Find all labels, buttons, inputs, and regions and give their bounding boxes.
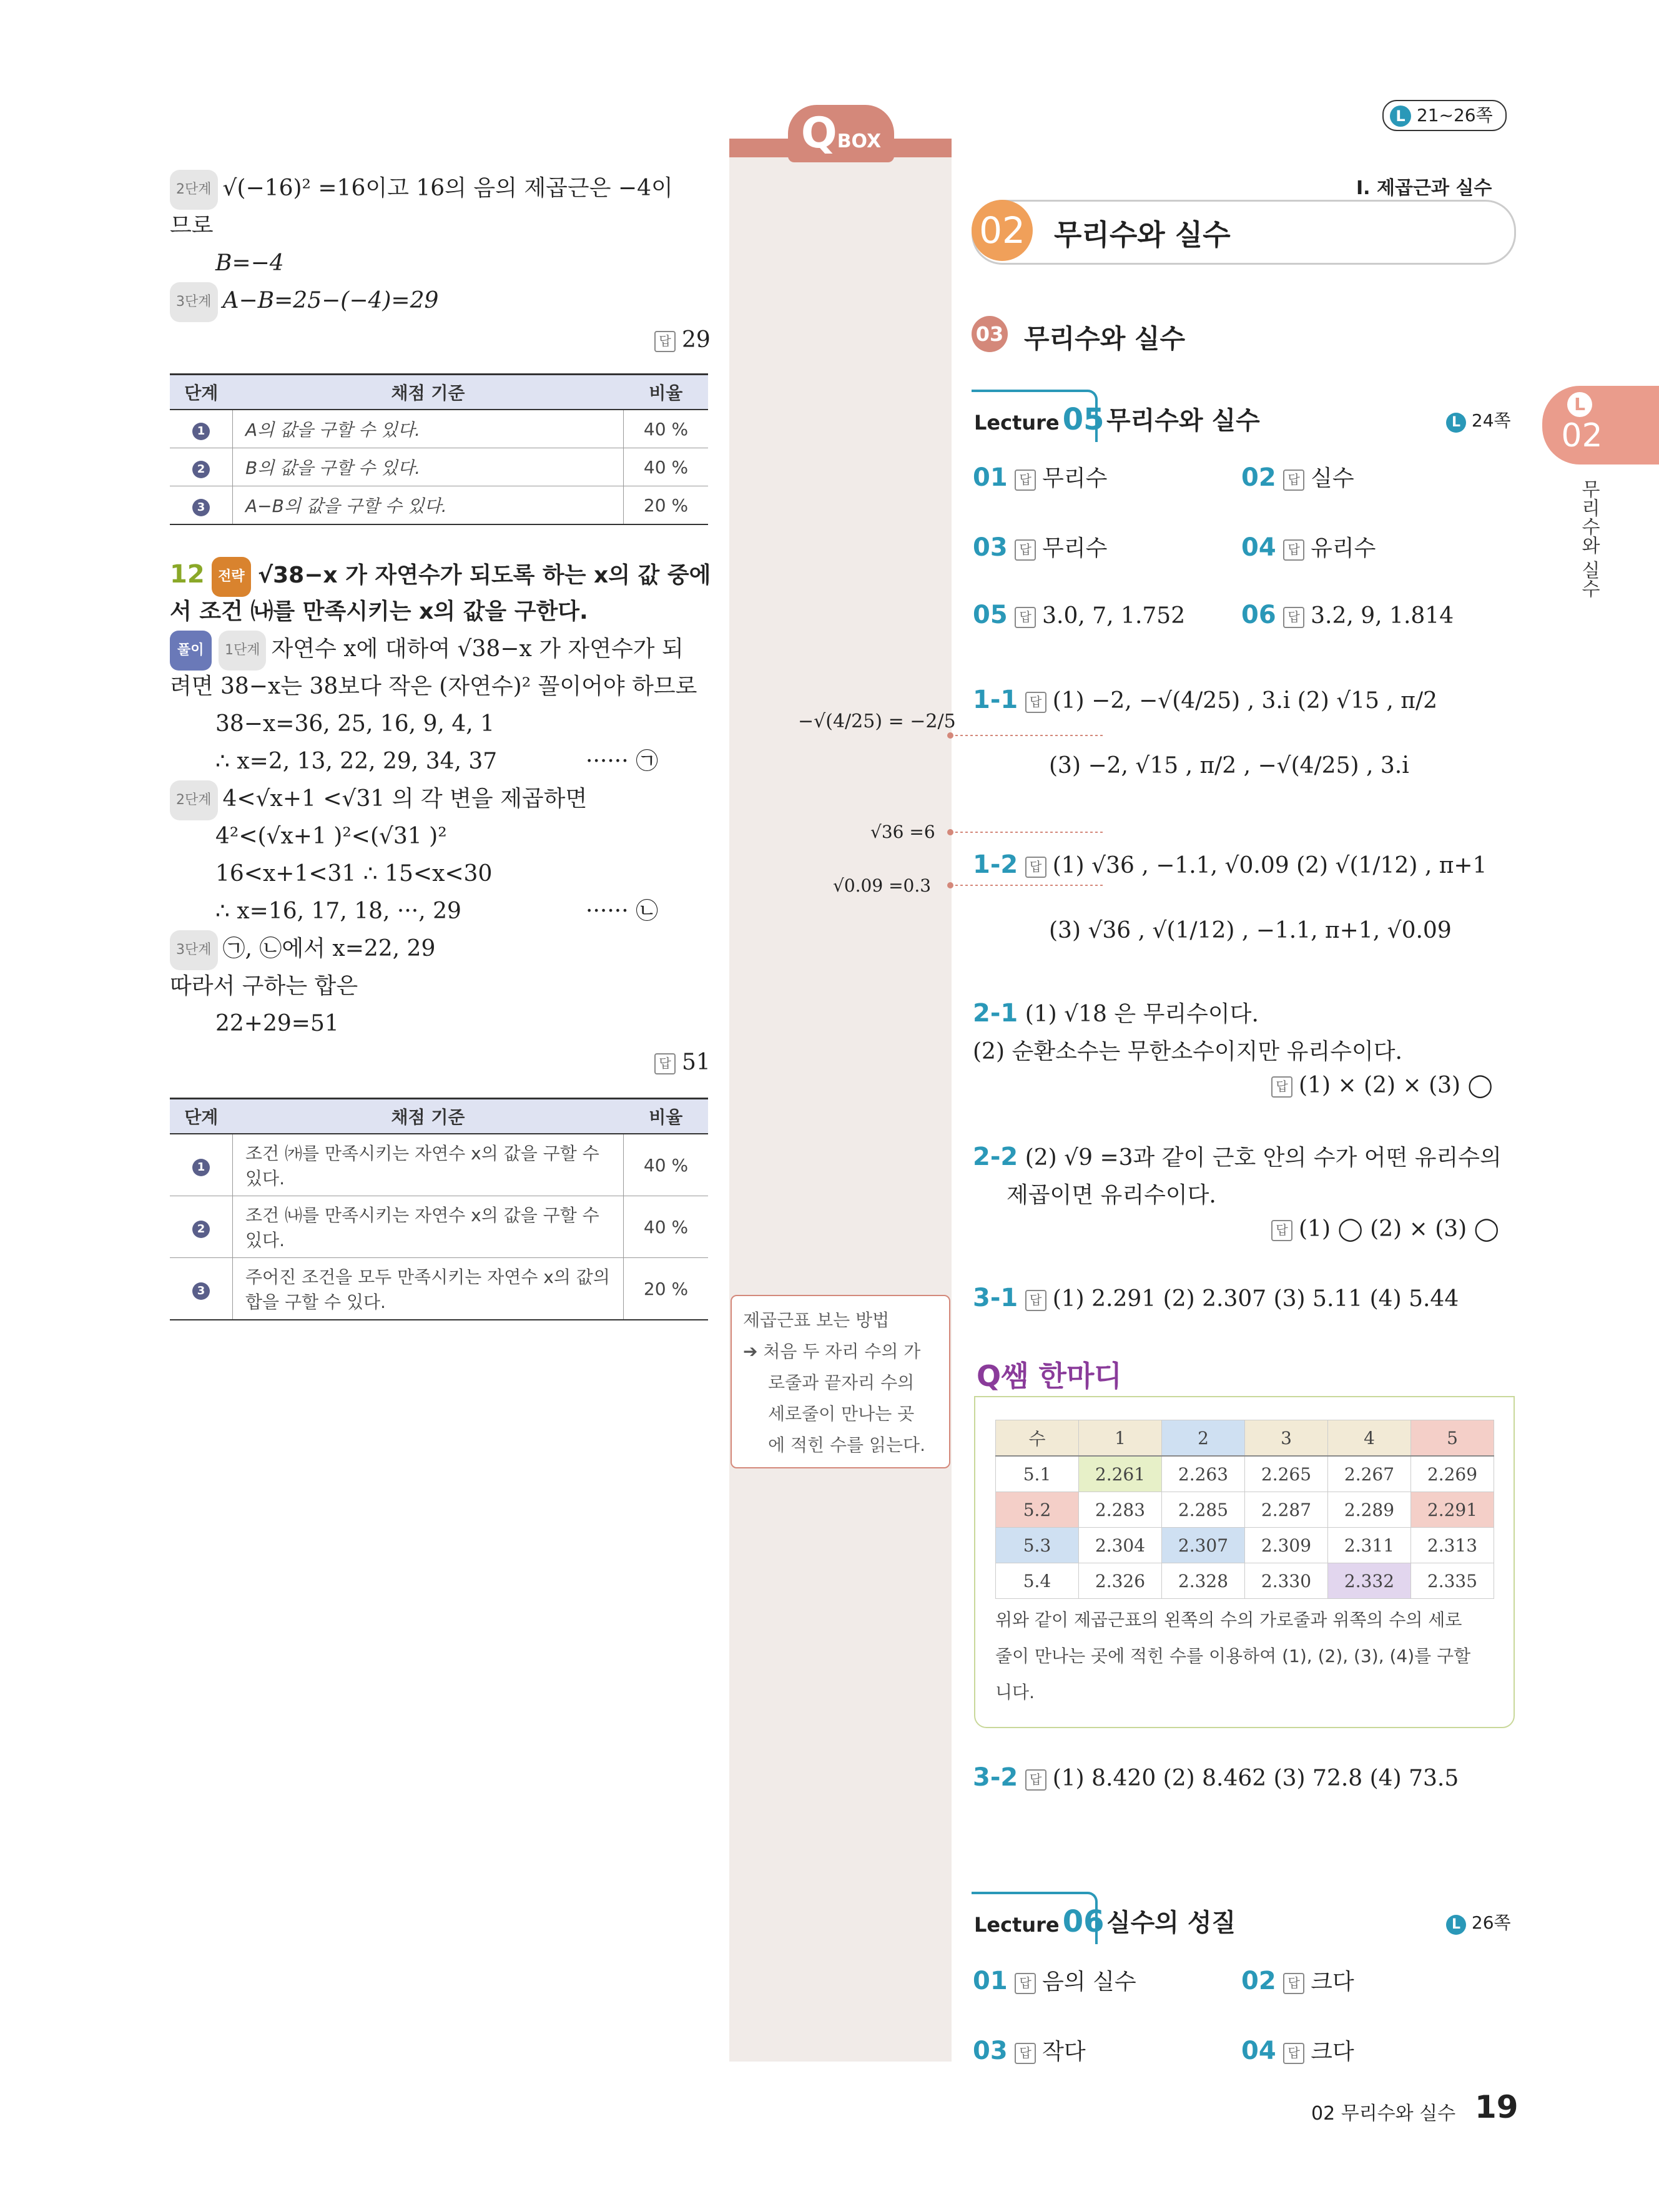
answer-icon: 답 (1283, 469, 1304, 491)
step-tag: 1단계 (219, 631, 267, 671)
p1-line4: 3단계 A−B=25−(−4)=29 (170, 282, 438, 322)
answer-icon: 답 (1015, 469, 1036, 491)
answer-icon: 답 (1283, 607, 1304, 628)
qbox-note-3: √0.09 =0.3 (833, 875, 932, 896)
q2-1-line2: (2) 순환소수는 무한소수이지만 유리수이다. (973, 1039, 1402, 1064)
answer-icon: 답 (1025, 1290, 1046, 1311)
section-banner (972, 200, 1516, 265)
qbox-tip: 제곱근표 보는 방법 ➔ 처음 두 자리 수의 가 로줄과 끝자리 수의 세로줄이 만나는 곳 에 적힌 수를 읽는다. (731, 1295, 950, 1468)
sol-line6: 4²<(√x+1 )²<(√31 )² (215, 823, 447, 849)
answer-row: 01 답 무리수 (973, 463, 1108, 492)
lecture-icon: L (1446, 413, 1466, 433)
answer-icon: 답 (1025, 1769, 1046, 1791)
scoring-table-1 (170, 373, 708, 525)
answer-icon: 답 (1025, 857, 1046, 878)
table-row: 5.3 2.304 2.307 2.309 2.311 2.313 (996, 1528, 1494, 1563)
answer-row: 04 답 크다 (1241, 2037, 1354, 2065)
q1-2: 1-2 답 (1) √36 , −1.1, √0.09 (2) √(1/12) , π+1 (973, 850, 1487, 879)
table-row: 5.4 2.326 2.328 2.330 2.332 2.335 (996, 1563, 1494, 1599)
qbox-note-2: √36 =6 (870, 822, 935, 842)
q1-1: 1-1 답 (1) −2, −√(4/25) , 3.i̇ (2) √15 , π/2 (973, 686, 1437, 714)
col-criteria: 채점 기준 (233, 1099, 624, 1134)
lecture05-header: Lecture 05 (974, 402, 1105, 437)
table-row: 3 주어진 조건을 모두 만족시키는 자연수 x의 값의 합을 구할 수 있다. 20 % (170, 1258, 708, 1320)
col-ratio: 비율 (624, 1099, 709, 1134)
q12-number: 12 (170, 560, 205, 589)
table-row: 2 B의 값을 구할 수 있다. 40 % (170, 448, 708, 486)
answer-51: 답 51 (654, 1044, 711, 1081)
step-number: 2 (192, 461, 210, 478)
lecture06-title: 실수의 성질 (1106, 1909, 1236, 1937)
step-number: 3 (192, 499, 210, 516)
sol-line1: 풀이 1단계 자연수 x에 대하여 √38−x 가 자연수가 되 (170, 631, 684, 671)
q1-2-line2: (3) √36 , √(1/12) , −1.1, π+1, √0.09 (1049, 918, 1452, 943)
step-tag: 3단계 (170, 930, 218, 970)
col-ratio: 비율 (624, 375, 709, 410)
section-title: 무리수와 실수 (1054, 218, 1231, 252)
step-number: 2 (192, 1221, 210, 1238)
answer-icon: 답 (1015, 1973, 1036, 1994)
lecture-icon: L (1446, 1915, 1466, 1935)
page-number: 19 (1475, 2089, 1519, 2125)
answer-icon: 답 (1015, 539, 1036, 561)
q2-2: 2-2 (2) √9 =3과 같이 근호 안의 수가 어떤 유리수의 (973, 1143, 1502, 1171)
p1-line1: 2단계 √(−16)² =16이고 16의 음의 제곱근은 −4이 (170, 170, 673, 210)
answer-icon: 답 (1271, 1076, 1292, 1098)
col-step: 단계 (170, 1099, 233, 1134)
answer-row: 02 답 크다 (1241, 1967, 1354, 1995)
step-number: 1 (192, 423, 210, 440)
qssaem-text: 위와 같이 제곱근표의 왼쪽의 수의 가로줄과 위쪽의 수의 세로 줄이 만나는 곳에 적힌 수를 이용하여 (1), (2), (3), (4)를 구할 니다. (995, 1610, 1471, 1703)
step-tag: 2단계 (170, 170, 218, 210)
q2-1-answer: 답 (1) × (2) × (3) ◯ (1271, 1073, 1493, 1098)
q12-line2: 서 조건 ㈏를 만족시키는 x의 값을 구한다. (170, 599, 588, 624)
qssaem-title: Q쌤 한마디 (977, 1359, 1122, 1393)
step-number: 1 (192, 1159, 210, 1176)
lecture-icon: L (1390, 106, 1411, 127)
square-root-table (995, 1420, 1494, 1599)
answer-row: 02 답 실수 (1241, 463, 1354, 492)
lecture05-title: 무리수와 실수 (1106, 406, 1260, 435)
qbox-panel (729, 139, 952, 2062)
p1-line3: B=−4 (215, 250, 284, 276)
q2-1: 2-1 (1) √18 은 무리수이다. (973, 999, 1259, 1028)
q12-line1: 12 전략 √38−x 가 자연수가 되도록 하는 x의 값 중에 (170, 556, 711, 597)
side-tab: L 02 (1542, 386, 1659, 465)
mark-a: ······ ㉠ (586, 749, 659, 774)
step-number: 3 (192, 1282, 210, 1300)
q2-2-answer: 답 (1) ◯ (2) × (3) ◯ (1271, 1216, 1499, 1242)
col-criteria: 채점 기준 (233, 375, 624, 410)
lecture-icon: L (1567, 392, 1592, 417)
section-number: 02 (972, 200, 1033, 261)
col-step: 단계 (170, 375, 233, 410)
sol-line2: 려면 38−x는 38보다 작은 (자연수)² 꼴이어야 하므로 (170, 674, 697, 699)
lecture06-header: Lecture 06 (974, 1904, 1105, 1939)
qbox-tip-title: 제곱근표 보는 방법 (743, 1310, 890, 1330)
sol-line11: 22+29=51 (215, 1011, 339, 1036)
answer-icon: 답 (1015, 2043, 1036, 2064)
lecture05-ref: L 24쪽 (1446, 407, 1511, 433)
mark-b: ······ ㉡ (586, 898, 659, 924)
q1-1-line2: (3) −2, √15 , π/2 , −√(4/25) , 3.i̇ (1049, 753, 1409, 779)
q3-1: 3-1 답 (1) 2.291 (2) 2.307 (3) 5.11 (4) 5.44 (973, 1284, 1459, 1312)
table-header-row: 수 1 2 3 4 5 (996, 1420, 1494, 1457)
table-row: 2 조건 ㈏를 만족시키는 자연수 x의 값을 구할 수 있다. 40 % (170, 1196, 708, 1258)
sub-number: 03 (972, 316, 1008, 352)
answer-icon: 답 (654, 1053, 676, 1074)
answer-row: 03 답 무리수 (973, 533, 1108, 562)
lecture06-ref: L 26쪽 (1446, 1909, 1511, 1935)
qbox-note-1: −√(4/25) = −2/5 (798, 710, 956, 732)
qbox-logo: QBOX (788, 105, 894, 162)
step-tag: 2단계 (170, 780, 218, 820)
sol-line5: 2단계 4<√x+1 <√31 의 각 변을 제곱하면 (170, 780, 587, 820)
solution-tag: 풀이 (170, 631, 212, 671)
chapter-title: I. 제곱근과 실수 (1356, 177, 1492, 199)
page-ref-badge: L 21~26쪽 (1382, 100, 1507, 131)
answer-row: 01 답 음의 실수 (973, 1967, 1136, 1995)
answer-icon: 답 (1283, 2043, 1304, 2064)
sol-line7: 16<x+1<31 ∴ 15<x<30 (215, 861, 493, 887)
answer-icon: 답 (1025, 692, 1046, 713)
answer-row: 03 답 작다 (973, 2037, 1086, 2065)
answer-icon: 답 (1283, 539, 1304, 561)
sol-line9: 3단계 ㉠, ㉡에서 x=22, 29 (170, 930, 435, 970)
step-tag: 3단계 (170, 282, 218, 322)
table-row: 5.2 2.283 2.285 2.287 2.289 2.291 (996, 1492, 1494, 1528)
sol-line3: 38−x=36, 25, 16, 9, 4, 1 (215, 711, 495, 737)
q3-2: 3-2 답 (1) 8.420 (2) 8.462 (3) 72.8 (4) 73.5 (973, 1763, 1459, 1792)
footer-section: 02 무리수와 실수 (1311, 2103, 1456, 2125)
answer-icon: 답 (1271, 1220, 1292, 1241)
sol-line4: ∴ x=2, 13, 22, 29, 34, 37 (215, 749, 498, 774)
p1-line2: 므로 (170, 213, 214, 238)
side-tab-text: 무리수와 실수 (1578, 479, 1600, 598)
answer-row: 06 답 3.2, 9, 1.814 (1241, 601, 1454, 629)
q2-2-line2: 제곱이면 유리수이다. (1007, 1182, 1216, 1208)
answer-29: 답 29 (654, 322, 711, 359)
table-row: 1 A의 값을 구할 수 있다. 40 % (170, 410, 708, 448)
sol-line10: 따라서 구하는 합은 (170, 973, 358, 999)
strategy-tag: 전략 (212, 557, 251, 597)
answer-row: 04 답 유리수 (1241, 533, 1376, 562)
table-row: 5.1 2.261 2.263 2.265 2.267 2.269 (996, 1456, 1494, 1492)
answer-icon: 답 (654, 331, 676, 352)
answer-icon: 답 (1015, 607, 1036, 628)
sub-title: 무리수와 실수 (1024, 323, 1186, 354)
answer-row: 05 답 3.0, 7, 1.752 (973, 601, 1186, 629)
scoring-table-2 (170, 1098, 708, 1320)
table-row: 3 A−B의 값을 구할 수 있다. 20 % (170, 486, 708, 525)
answer-icon: 답 (1283, 1973, 1304, 1994)
table-row: 1 조건 ㈎를 만족시키는 자연수 x의 값을 구할 수 있다. 40 % (170, 1134, 708, 1196)
sol-line8: ∴ x=16, 17, 18, ···, 29 (215, 898, 461, 924)
